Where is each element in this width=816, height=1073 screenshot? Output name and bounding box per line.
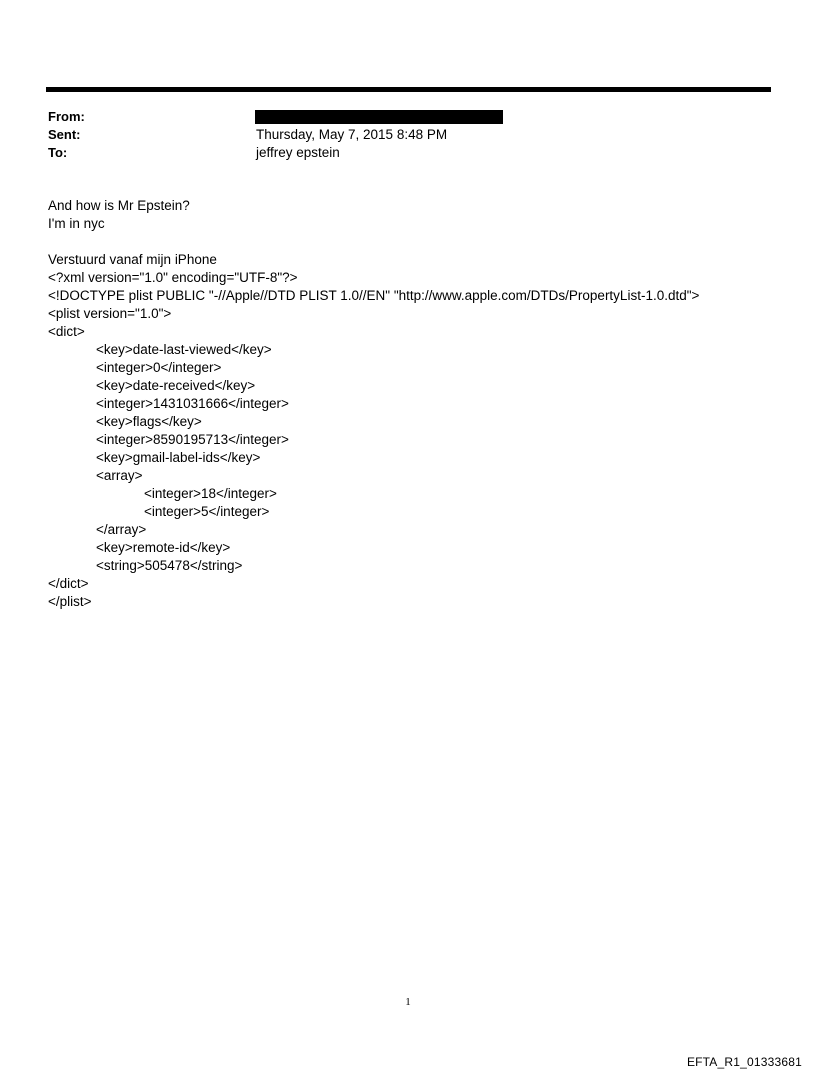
message-line: And how is Mr Epstein? [48, 198, 190, 213]
plist-line: <key>date-last-viewed</key> [96, 342, 272, 357]
plist-line: <array> [96, 468, 143, 483]
to-value: jeffrey epstein [256, 145, 340, 160]
plist-line: <key>remote-id</key> [96, 540, 231, 555]
spacer [48, 233, 788, 251]
plist-line: <key>gmail-label-ids</key> [96, 450, 261, 465]
sent-value: Thursday, May 7, 2015 8:48 PM [256, 127, 448, 142]
plist-line: <integer>5</integer> [144, 504, 270, 519]
page-number: 1 [405, 996, 411, 1008]
signature-line: Verstuurd vanaf mijn iPhone [48, 252, 217, 267]
plist-line: <integer>1431031666</integer> [96, 396, 289, 411]
email-body [48, 197, 788, 611]
plist-line: <integer>8590195713</integer> [96, 432, 289, 447]
sent-label: Sent: [48, 127, 81, 142]
plist-line: <key>flags</key> [96, 414, 202, 429]
plist-line: </array> [96, 522, 147, 537]
from-label: From: [48, 109, 85, 124]
redacted-sender [255, 110, 503, 124]
plist-line: <integer>18</integer> [144, 486, 277, 501]
plist-line: <plist version="1.0"> [48, 306, 172, 321]
plist-line: <integer>0</integer> [96, 360, 222, 375]
plist-line: <?xml version="1.0" encoding="UTF-8"?> [48, 270, 298, 285]
plist-line: <dict> [48, 324, 85, 339]
plist-line: </dict> [48, 576, 89, 591]
plist-line: <string>505478</string> [96, 558, 243, 573]
message-line: I'm in nyc [48, 216, 105, 231]
to-label: To: [48, 145, 68, 160]
plist-line: <key>date-received</key> [96, 378, 256, 393]
bates-number: EFTA_R1_01333681 [686, 1055, 802, 1069]
plist-line: <!DOCTYPE plist PUBLIC "-//Apple//DTD PLIST 1.0//EN" "http://www.apple.com/DTDs/PropertyList-1.0.dtd"> [48, 288, 700, 303]
header-rule [46, 87, 771, 92]
plist-line: </plist> [48, 594, 92, 609]
